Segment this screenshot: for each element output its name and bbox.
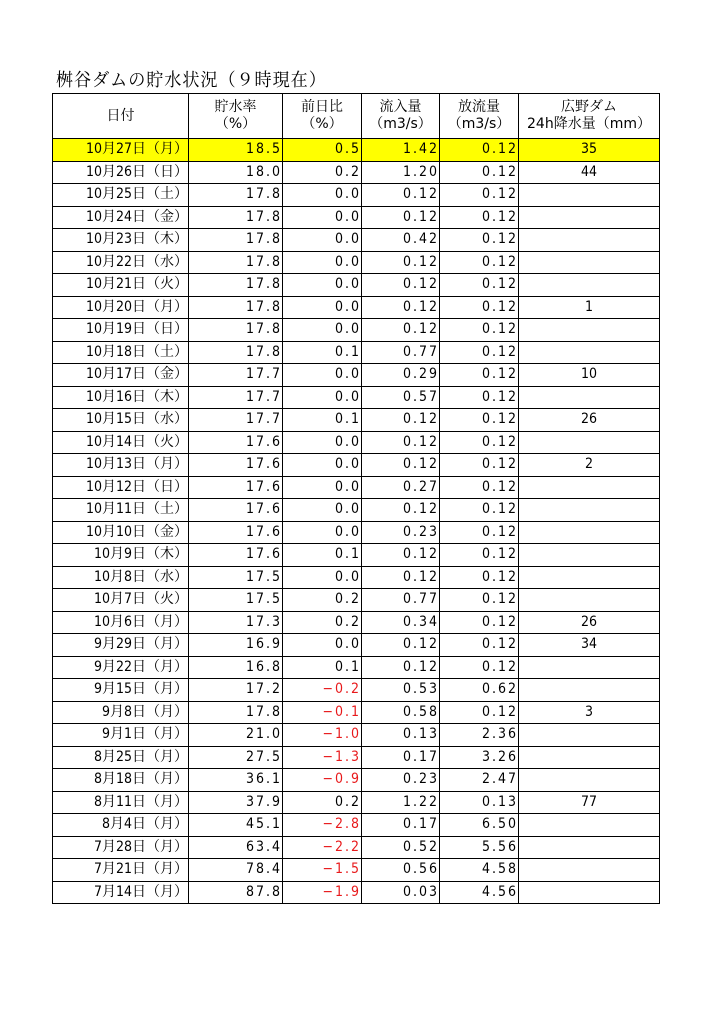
daily-change-cell: 0.2 [283, 791, 362, 814]
storage-rate-cell: 17.8 [189, 296, 283, 319]
outflow-cell: 0.12 [440, 499, 519, 522]
rainfall-cell [519, 229, 660, 252]
outflow-cell: 5.56 [440, 836, 519, 859]
rainfall-cell [519, 499, 660, 522]
inflow-cell: 0.12 [362, 319, 440, 342]
storage-rate-cell: 17.8 [189, 229, 283, 252]
storage-rate-cell: 17.7 [189, 409, 283, 432]
rainfall-cell [519, 206, 660, 229]
table-row [53, 296, 660, 319]
header-storage-rate [189, 94, 283, 139]
outflow-cell: 0.12 [440, 341, 519, 364]
header-rainfall-label: 広野ダム [561, 99, 617, 115]
daily-change-cell: 0.0 [283, 634, 362, 657]
rainfall-cell [519, 319, 660, 342]
table-row [53, 139, 660, 162]
table-row [53, 499, 660, 522]
storage-rate-cell: 17.8 [189, 184, 283, 207]
rainfall-cell [519, 656, 660, 679]
date-cell: 10月16日（木） [53, 386, 189, 409]
outflow-cell: 4.56 [440, 881, 519, 904]
daily-change-cell: 0.1 [283, 341, 362, 364]
date-cell: 10月24日（金） [53, 206, 189, 229]
inflow-cell: 0.17 [362, 746, 440, 769]
inflow-cell: 0.12 [362, 499, 440, 522]
header-daily-change-label: 前日比 [301, 99, 343, 115]
date-cell: 10月27日（月） [53, 139, 189, 162]
rainfall-cell [519, 589, 660, 612]
outflow-cell: 0.12 [440, 409, 519, 432]
page-title: 桝谷ダムの貯水状況（９時現在） [56, 70, 327, 91]
date-cell: 10月14日（火） [53, 431, 189, 454]
daily-change-cell: 0.0 [283, 274, 362, 297]
outflow-cell: 0.62 [440, 679, 519, 702]
daily-change-cell: −1.3 [283, 746, 362, 769]
date-cell: 9月1日（月） [53, 724, 189, 747]
inflow-cell: 0.34 [362, 611, 440, 634]
rainfall-cell: 10 [519, 364, 660, 387]
rainfall-cell [519, 274, 660, 297]
table-row [53, 656, 660, 679]
outflow-cell: 0.12 [440, 656, 519, 679]
table-row [53, 161, 660, 184]
rainfall-cell: 77 [519, 791, 660, 814]
rainfall-cell [519, 769, 660, 792]
header-inflow-unit: （m3/s） [369, 116, 432, 132]
table-row [53, 814, 660, 837]
inflow-cell: 0.13 [362, 724, 440, 747]
inflow-cell: 0.12 [362, 274, 440, 297]
date-cell: 10月21日（火） [53, 274, 189, 297]
storage-rate-cell: 17.8 [189, 274, 283, 297]
storage-rate-cell: 45.1 [189, 814, 283, 837]
date-cell: 10月20日（月） [53, 296, 189, 319]
inflow-cell: 0.77 [362, 589, 440, 612]
daily-change-cell: 0.0 [283, 364, 362, 387]
inflow-cell: 0.12 [362, 544, 440, 567]
date-cell: 10月26日（日） [53, 161, 189, 184]
table-header-row [53, 94, 660, 139]
daily-change-cell: −1.5 [283, 859, 362, 882]
rainfall-cell: 3 [519, 701, 660, 724]
outflow-cell: 0.13 [440, 791, 519, 814]
table-row [53, 386, 660, 409]
outflow-cell: 0.12 [440, 251, 519, 274]
header-date: 日付 [53, 94, 189, 139]
daily-change-cell: 0.0 [283, 251, 362, 274]
date-cell: 7月14日（月） [53, 881, 189, 904]
table-row [53, 769, 660, 792]
inflow-cell: 0.23 [362, 521, 440, 544]
storage-rate-cell: 16.9 [189, 634, 283, 657]
rainfall-cell: 2 [519, 454, 660, 477]
inflow-cell: 0.12 [362, 634, 440, 657]
outflow-cell: 0.12 [440, 589, 519, 612]
outflow-cell: 0.12 [440, 634, 519, 657]
daily-change-cell: 0.1 [283, 544, 362, 567]
outflow-cell: 0.12 [440, 296, 519, 319]
date-cell: 10月8日（水） [53, 566, 189, 589]
date-cell: 8月18日（月） [53, 769, 189, 792]
daily-change-cell: 0.2 [283, 589, 362, 612]
inflow-cell: 0.12 [362, 251, 440, 274]
outflow-cell: 0.12 [440, 184, 519, 207]
date-cell: 10月7日（火） [53, 589, 189, 612]
rainfall-cell: 34 [519, 634, 660, 657]
table-row [53, 701, 660, 724]
storage-rate-cell: 17.6 [189, 544, 283, 567]
storage-rate-cell: 17.6 [189, 454, 283, 477]
daily-change-cell: 0.2 [283, 611, 362, 634]
storage-rate-cell: 37.9 [189, 791, 283, 814]
inflow-cell: 0.17 [362, 814, 440, 837]
rainfall-cell [519, 836, 660, 859]
storage-rate-cell: 27.5 [189, 746, 283, 769]
storage-rate-cell: 18.0 [189, 161, 283, 184]
storage-rate-cell: 36.1 [189, 769, 283, 792]
inflow-cell: 0.12 [362, 409, 440, 432]
rainfall-cell [519, 859, 660, 882]
table-row [53, 746, 660, 769]
inflow-cell: 0.52 [362, 836, 440, 859]
daily-change-cell: 0.0 [283, 499, 362, 522]
rainfall-cell: 26 [519, 409, 660, 432]
daily-change-cell: 0.0 [283, 229, 362, 252]
inflow-cell: 0.12 [362, 656, 440, 679]
storage-rate-cell: 17.5 [189, 589, 283, 612]
daily-change-cell: 0.2 [283, 161, 362, 184]
date-cell: 10月6日（月） [53, 611, 189, 634]
storage-rate-cell: 17.8 [189, 701, 283, 724]
outflow-cell: 4.58 [440, 859, 519, 882]
outflow-cell: 2.36 [440, 724, 519, 747]
outflow-cell: 0.12 [440, 229, 519, 252]
daily-change-cell: −0.1 [283, 701, 362, 724]
header-daily-change-unit: （%） [301, 116, 343, 132]
daily-change-cell: 0.0 [283, 296, 362, 319]
inflow-cell: 0.12 [362, 454, 440, 477]
inflow-cell: 0.42 [362, 229, 440, 252]
table-row [53, 431, 660, 454]
date-cell: 10月9日（木） [53, 544, 189, 567]
storage-rate-cell: 21.0 [189, 724, 283, 747]
daily-change-cell: 0.0 [283, 206, 362, 229]
inflow-cell: 1.20 [362, 161, 440, 184]
storage-rate-cell: 17.6 [189, 476, 283, 499]
header-inflow-label: 流入量 [379, 99, 422, 115]
table-row [53, 611, 660, 634]
storage-rate-cell: 16.8 [189, 656, 283, 679]
daily-change-cell: 0.0 [283, 431, 362, 454]
rainfall-cell: 44 [519, 161, 660, 184]
rainfall-cell: 26 [519, 611, 660, 634]
table-row [53, 679, 660, 702]
storage-rate-cell: 87.8 [189, 881, 283, 904]
outflow-cell: 0.12 [440, 431, 519, 454]
storage-rate-cell: 17.8 [189, 251, 283, 274]
date-cell: 10月19日（日） [53, 319, 189, 342]
rainfall-cell [519, 881, 660, 904]
outflow-cell: 0.12 [440, 206, 519, 229]
table-row [53, 859, 660, 882]
header-storage-rate-label: 貯水率 [214, 99, 257, 115]
table-row [53, 274, 660, 297]
daily-change-cell: 0.0 [283, 476, 362, 499]
date-cell: 8月4日（月） [53, 814, 189, 837]
daily-change-cell: 0.1 [283, 656, 362, 679]
table-row [53, 476, 660, 499]
rainfall-cell [519, 386, 660, 409]
daily-change-cell: −0.9 [283, 769, 362, 792]
table-row [53, 544, 660, 567]
table-row [53, 251, 660, 274]
inflow-cell: 1.42 [362, 139, 440, 162]
table-row [53, 791, 660, 814]
date-cell: 7月28日（月） [53, 836, 189, 859]
rainfall-cell [519, 746, 660, 769]
rainfall-cell [519, 476, 660, 499]
outflow-cell: 0.12 [440, 701, 519, 724]
header-outflow [440, 94, 519, 139]
table-row [53, 364, 660, 387]
daily-change-cell: 0.0 [283, 319, 362, 342]
table-row [53, 521, 660, 544]
rainfall-cell: 1 [519, 296, 660, 319]
outflow-cell: 2.47 [440, 769, 519, 792]
inflow-cell: 0.12 [362, 431, 440, 454]
daily-change-cell: −1.0 [283, 724, 362, 747]
inflow-cell: 0.12 [362, 206, 440, 229]
table-row [53, 454, 660, 477]
daily-change-cell: 0.0 [283, 521, 362, 544]
outflow-cell: 0.12 [440, 454, 519, 477]
daily-change-cell: 0.1 [283, 409, 362, 432]
outflow-cell: 0.12 [440, 476, 519, 499]
outflow-cell: 0.12 [440, 319, 519, 342]
rainfall-cell [519, 184, 660, 207]
header-outflow-unit: （m3/s） [447, 116, 511, 132]
rainfall-cell [519, 431, 660, 454]
outflow-cell: 3.26 [440, 746, 519, 769]
inflow-cell: 0.27 [362, 476, 440, 499]
date-cell: 10月18日（土） [53, 341, 189, 364]
rainfall-cell [519, 341, 660, 364]
table-row [53, 184, 660, 207]
storage-rate-cell: 17.8 [189, 206, 283, 229]
date-cell: 10月22日（水） [53, 251, 189, 274]
table-row [53, 341, 660, 364]
inflow-cell: 0.57 [362, 386, 440, 409]
outflow-cell: 6.50 [440, 814, 519, 837]
header-outflow-label: 放流量 [458, 99, 500, 115]
date-cell: 8月11日（月） [53, 791, 189, 814]
table-row [53, 836, 660, 859]
date-cell: 10月25日（土） [53, 184, 189, 207]
rainfall-cell [519, 814, 660, 837]
rainfall-cell [519, 521, 660, 544]
outflow-cell: 0.12 [440, 566, 519, 589]
date-cell: 9月15日（月） [53, 679, 189, 702]
storage-rate-cell: 17.6 [189, 431, 283, 454]
table-row [53, 634, 660, 657]
table-row [53, 589, 660, 612]
table-row [53, 319, 660, 342]
rainfall-cell [519, 544, 660, 567]
daily-change-cell: −0.2 [283, 679, 362, 702]
daily-change-cell: 0.0 [283, 386, 362, 409]
outflow-cell: 0.12 [440, 161, 519, 184]
rainfall-cell [519, 679, 660, 702]
date-cell: 9月8日（月） [53, 701, 189, 724]
daily-change-cell: 0.0 [283, 454, 362, 477]
inflow-cell: 0.29 [362, 364, 440, 387]
inflow-cell: 0.12 [362, 566, 440, 589]
storage-rate-cell: 17.2 [189, 679, 283, 702]
storage-rate-cell: 78.4 [189, 859, 283, 882]
inflow-cell: 0.77 [362, 341, 440, 364]
rainfall-cell: 35 [519, 139, 660, 162]
header-daily-change [283, 94, 362, 139]
table-row [53, 229, 660, 252]
storage-rate-cell: 17.6 [189, 499, 283, 522]
daily-change-cell: 0.0 [283, 184, 362, 207]
daily-change-cell: 0.0 [283, 566, 362, 589]
date-cell: 10月12日（日） [53, 476, 189, 499]
inflow-cell: 0.23 [362, 769, 440, 792]
rainfall-cell [519, 251, 660, 274]
table-row [53, 409, 660, 432]
rainfall-cell [519, 724, 660, 747]
outflow-cell: 0.12 [440, 364, 519, 387]
outflow-cell: 0.12 [440, 611, 519, 634]
storage-rate-cell: 17.3 [189, 611, 283, 634]
date-cell: 8月25日（月） [53, 746, 189, 769]
outflow-cell: 0.12 [440, 139, 519, 162]
storage-rate-cell: 63.4 [189, 836, 283, 859]
table-row [53, 566, 660, 589]
date-cell: 10月15日（水） [53, 409, 189, 432]
storage-rate-cell: 17.7 [189, 386, 283, 409]
storage-rate-cell: 18.5 [189, 139, 283, 162]
inflow-cell: 0.12 [362, 184, 440, 207]
daily-change-cell: −1.9 [283, 881, 362, 904]
daily-change-cell: −2.8 [283, 814, 362, 837]
outflow-cell: 0.12 [440, 521, 519, 544]
dam-storage-table [52, 93, 660, 904]
header-rainfall-unit: 24h降水量（mm） [527, 116, 651, 132]
outflow-cell: 0.12 [440, 386, 519, 409]
date-cell: 9月29日（月） [53, 634, 189, 657]
table-row [53, 724, 660, 747]
table-row [53, 206, 660, 229]
rainfall-cell [519, 566, 660, 589]
inflow-cell: 1.22 [362, 791, 440, 814]
table-row [53, 881, 660, 904]
storage-rate-cell: 17.5 [189, 566, 283, 589]
header-inflow [362, 94, 440, 139]
storage-rate-cell: 17.7 [189, 364, 283, 387]
inflow-cell: 0.12 [362, 296, 440, 319]
table-body [53, 139, 660, 904]
date-cell: 10月10日（金） [53, 521, 189, 544]
date-cell: 7月21日（月） [53, 859, 189, 882]
inflow-cell: 0.58 [362, 701, 440, 724]
date-cell: 10月13日（月） [53, 454, 189, 477]
date-cell: 10月11日（土） [53, 499, 189, 522]
outflow-cell: 0.12 [440, 544, 519, 567]
date-cell: 10月17日（金） [53, 364, 189, 387]
inflow-cell: 0.03 [362, 881, 440, 904]
date-cell: 10月23日（木） [53, 229, 189, 252]
storage-rate-cell: 17.6 [189, 521, 283, 544]
header-storage-rate-unit: （%） [214, 116, 257, 132]
inflow-cell: 0.53 [362, 679, 440, 702]
storage-rate-cell: 17.8 [189, 319, 283, 342]
date-cell: 9月22日（月） [53, 656, 189, 679]
header-rainfall [519, 94, 660, 139]
inflow-cell: 0.56 [362, 859, 440, 882]
outflow-cell: 0.12 [440, 274, 519, 297]
storage-rate-cell: 17.8 [189, 341, 283, 364]
daily-change-cell: −2.2 [283, 836, 362, 859]
daily-change-cell: 0.5 [283, 139, 362, 162]
